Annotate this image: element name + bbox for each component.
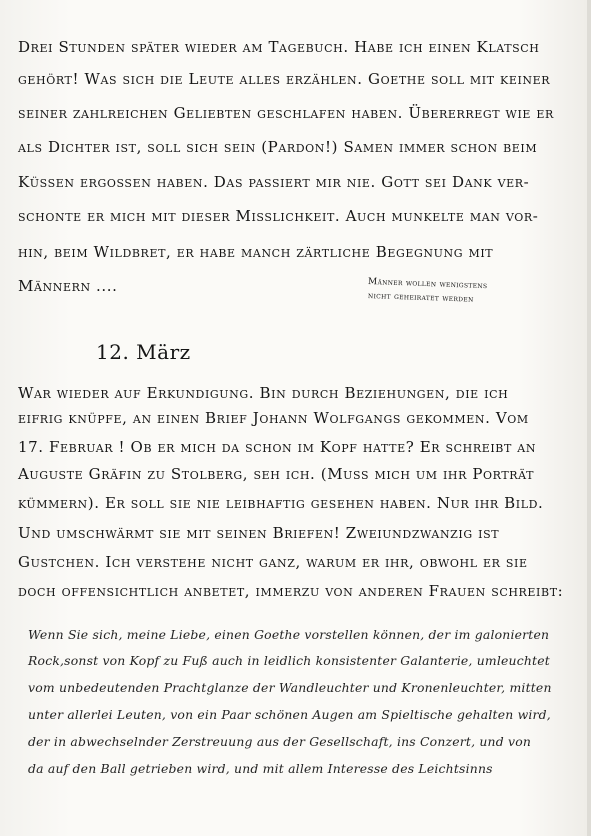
entry-date-heading: 12. März xyxy=(96,340,191,364)
entry-2-line: Und umschwärmt sie mit seinen Briefen! Zweiundzwanzig ist xyxy=(18,524,500,542)
quote-line: Wenn Sie sich, meine Liebe, einen Goethe vorstellen können, der im galonierten xyxy=(28,627,550,642)
entry-2-line: 17. Februar ! Ob er mich da schon im Kopf hatte? Er schreibt an xyxy=(18,438,537,456)
entry-1-line: hin, beim Wildbret, er habe manch zärtliche Begegnung mit xyxy=(18,243,494,261)
page-edge xyxy=(587,0,591,836)
entry-2-line: War wieder auf Erkundigung. Bin durch Beziehungen, die ich xyxy=(18,384,509,402)
quote-line: unter allerlei Leuten, von ein Paar schönen Augen am Spieltische gehalten wird, xyxy=(28,707,551,722)
entry-2-line: kümmern). Er soll sie nie leibhaftig gesehen haben. Nur ihr Bild. xyxy=(18,494,544,512)
quote-line: Rock,sonst von Kopf zu Fuß auch in leidlich konsistenter Galanterie, umleuchtet xyxy=(28,653,550,668)
entry-1-line: Drei Stunden später wieder am Tagebuch. Habe ich einen Klatsch xyxy=(18,38,540,56)
entry-1-line: seiner zahlreichen Geliebten geschlafen haben. Übererregt wie er xyxy=(18,104,554,122)
entry-1-line: gehört! Was sich die Leute alles erzählen. Goethe soll mit keiner xyxy=(18,70,551,88)
entry-1-line: Männern .... xyxy=(18,277,118,295)
entry-2-line: Auguste Gräfin zu Stolberg, seh ich. (Muss mich um ihr Porträt xyxy=(18,465,535,483)
quote-line: da auf den Ball getrieben wird, und mit allem Interesse des Leichtsinns xyxy=(28,761,493,776)
margin-note-line: nicht geheiratet werden xyxy=(367,291,474,305)
entry-1-line: Küssen ergossen haben. Das passiert mir nie. Gott sei Dank ver- xyxy=(18,173,530,191)
entry-1-line: als Dichter ist, soll sich sein (Pardon!) Samen immer schon beim xyxy=(18,138,538,156)
entry-2-line: Gustchen. Ich verstehe nicht ganz, warum er ihr, obwohl er sie xyxy=(18,553,528,571)
entry-2-line: eifrig knüpfe, an einen Brief Johann Wolfgangs gekommen. Vom xyxy=(18,409,529,427)
entry-2-line: doch offensichtlich anbetet, immerzu von anderen Frauen schreibt: xyxy=(18,582,564,600)
entry-1-line: schonte er mich mit dieser Misslichkeit. Auch munkelte man vor- xyxy=(18,207,539,225)
quote-line: der in abwechselnder Zerstreuung aus der Gesellschaft, ins Conzert, und von xyxy=(28,734,532,749)
margin-note-line: Männer wollen wenigstens xyxy=(367,277,488,292)
quote-line: vom unbedeutenden Prachtglanze der Wandleuchter und Kronenleuchter, mitten xyxy=(28,680,552,695)
